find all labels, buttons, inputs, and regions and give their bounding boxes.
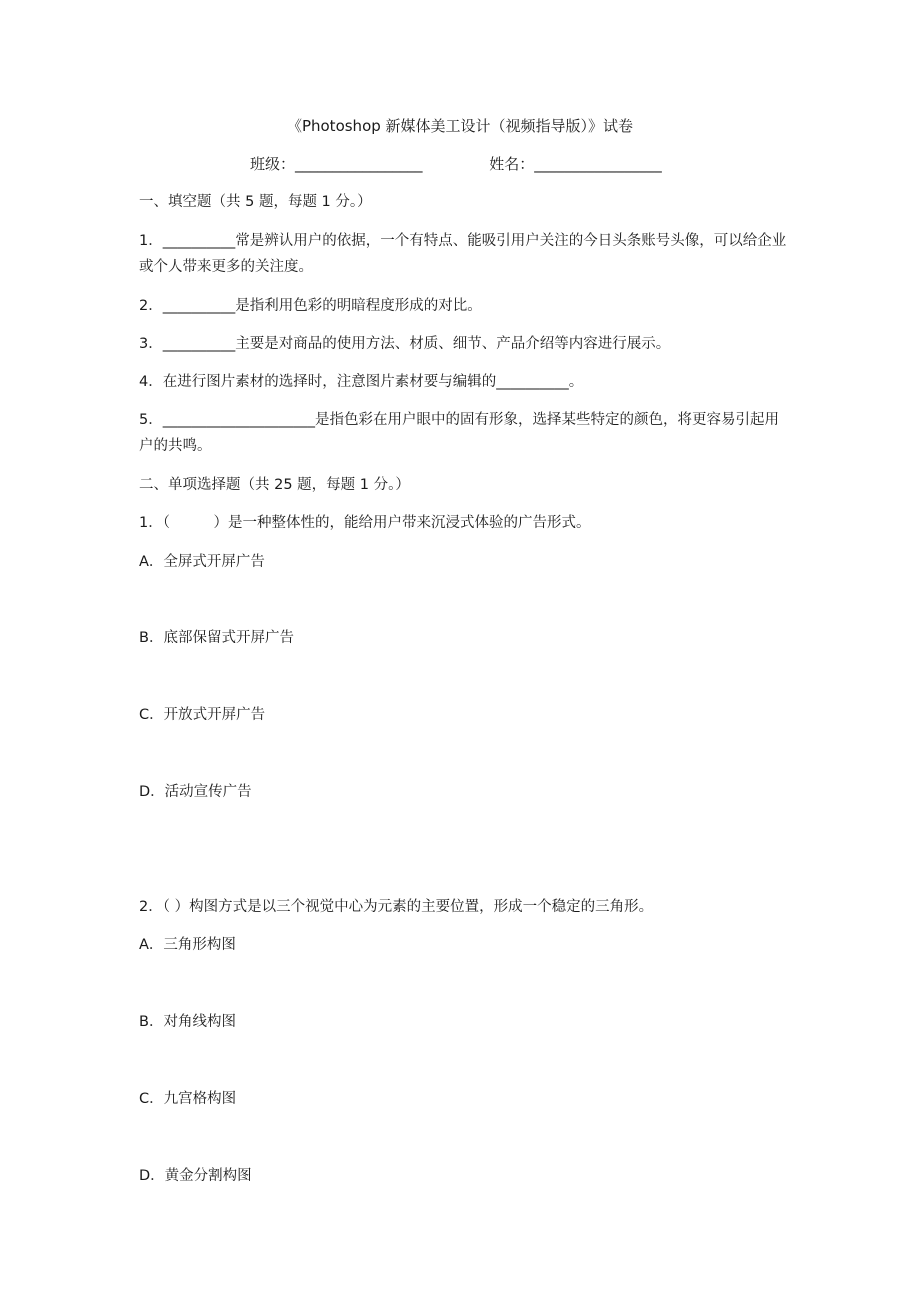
choice-question-1-stem: 1．（ ）是一种整体性的，能给用户带来沉浸式体验的广告形式。 <box>139 515 591 531</box>
choice-question-1-option-a: A．全屏式开屏广告 <box>139 554 265 570</box>
choice-question-2-option-d: D．黄金分割构图 <box>139 1168 252 1184</box>
fill-question-4: 4．在进行图片素材的选择时，注意图片素材要与编辑的__________。 <box>139 374 584 390</box>
fill-question-3: 3．__________主要是对商品的使用方法、材质、细节、产品介绍等内容进行展示。 <box>139 336 671 352</box>
name-field: 姓名：_________________ <box>489 155 662 173</box>
choice-question-1-option-c: C．开放式开屏广告 <box>139 707 266 723</box>
choice-question-1-option-d: D．活动宣传广告 <box>139 784 252 800</box>
student-info-line <box>250 154 662 174</box>
choice-question-2-option-b: B．对角线构图 <box>139 1014 236 1030</box>
document-title: 《Photoshop 新媒体美工设计（视频指导版）》试卷 <box>286 117 634 135</box>
choice-question-2-stem: 2．（ ）构图方式是以三个视觉中心为元素的主要位置，形成一个稳定的三角形。 <box>139 899 654 915</box>
fill-question-2: 2．__________是指利用色彩的明暗程度形成的对比。 <box>139 298 482 314</box>
choice-question-2-option-c: C．九宫格构图 <box>139 1091 237 1107</box>
section-fill-in-heading: 一、填空题（共 5 题，每题 1 分。） <box>139 194 372 210</box>
fill-question-1: 1．__________常是辨认用户的依据，一个有特点、能吸引用户关注的今日头条账号头像，可以给企业或个人带来更多的关注度。 <box>139 233 787 275</box>
fill-question-5: 5．_____________________是指色彩在用户眼中的固有形象，选择某些特定的颜色，将更容易引起用户的共鸣。 <box>139 412 779 454</box>
section-single-choice-heading: 二、单项选择题（共 25 题，每题 1 分。） <box>139 477 410 493</box>
choice-question-2-option-a: A．三角形构图 <box>139 937 236 953</box>
choice-question-1-option-b: B．底部保留式开屏广告 <box>139 630 294 646</box>
class-field: 班级：_________________ <box>250 155 423 173</box>
